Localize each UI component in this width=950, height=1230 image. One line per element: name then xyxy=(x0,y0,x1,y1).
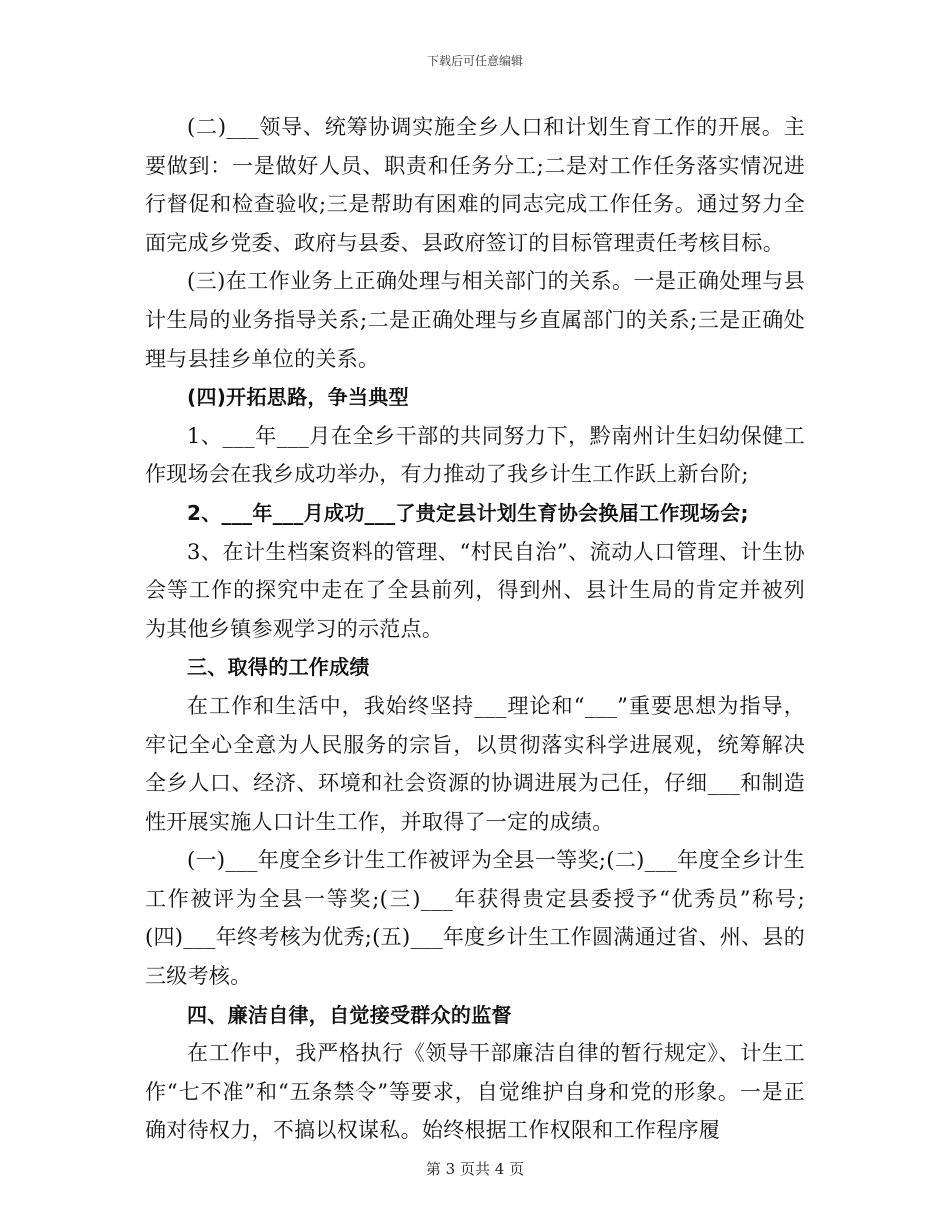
paragraph: (一)___年度全乡计生工作被评为全县一等奖;(二)___年度全乡计生工作被评为全县一等奖;(三)___年获得贵定县委授予“优秀员”称号;(四)___年终考核为优秀;(五)___年度乡计生工作圆满通过省、州、县的三级考核。 xyxy=(145,848,805,989)
paragraph: 在工作和生活中，我始终坚持___理论和“___”重要思想为指导，牢记全心全意为人民服务的宗旨，以贯彻落实科学进展观，统筹解决全乡人口、经济、环境和社会资源的协调进展为己任，仔细___和制造性开展实施人口计生工作，并取得了一定的成绩。 xyxy=(145,693,805,834)
paragraph: 在工作中，我严格执行《领导干部廉洁自律的暂行规定》、计生工作“七不准”和“五条禁令”等要求，自觉维护自身和党的形象。一是正确对待权力，不搞以权谋私。始终根据工作权限和工作程序履 xyxy=(145,1041,805,1143)
section-heading: 三、取得的工作成绩 xyxy=(187,655,370,680)
section-heading: 四、廉洁自律，自觉接受群众的监督 xyxy=(187,1002,512,1027)
paragraph: 1、___年___月在全乡干部的共同努力下，黔南州计生妇幼保健工作现场会在我乡成功举办，有力推动了我乡计生工作跃上新台阶; xyxy=(145,423,805,487)
paragraph: 3、在计生档案资料的管理、“村民自治”、流动人口管理、计生协会等工作的探究中走在了全县前列，得到州、县计生局的肯定并被列为其他乡镇参观学习的示范点。 xyxy=(145,539,805,641)
page-header: 下载后可任意编辑 xyxy=(426,54,523,68)
bold-paragraph: 2、___年___月成功___了贵定县计划生育协会换届工作现场会; xyxy=(187,500,749,525)
page-number-footer: 第 3 页共 4 页 xyxy=(425,1160,525,1178)
paragraph: (三)在工作业务上正确处理与相关部门的关系。一是正确处理与县计生局的业务指导关系;二是正确处理与乡直属部门的关系;三是正确处理与县挂乡单位的关系。 xyxy=(145,269,805,371)
document-body xyxy=(145,108,805,1150)
paragraph: (二)___领导、统筹协调实施全乡人口和计划生育工作的开展。主要做到：一是做好人员、职责和任务分工;二是对工作任务落实情况进行督促和检查验收;三是帮助有困难的同志完成工作任务。通过努力全面完成乡党委、政府与县委、县政府签订的目标管理责任考核目标。 xyxy=(145,115,805,255)
section-heading: (四)开拓思路，争当典型 xyxy=(187,385,409,410)
